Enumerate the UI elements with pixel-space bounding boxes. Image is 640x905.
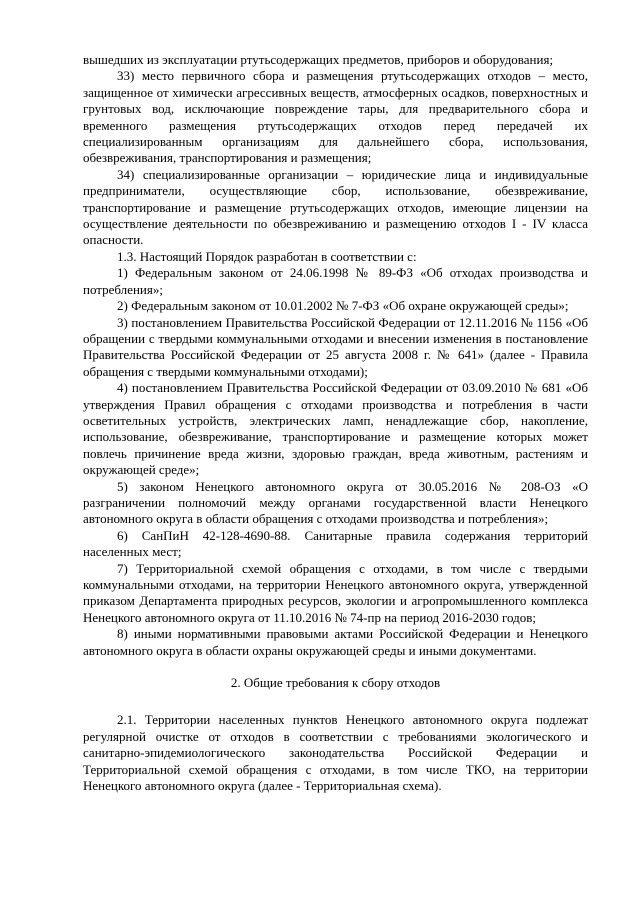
paragraph-item-33: 33) место первичного сбора и размещения ртутьсодержащих отходов – место, защищенное от химически агрессивных веществ, атмосферных осадков, поверхностных и грунтовых вод, исключающие повреждение тары, для предварительного сбора и временного размещения ртутьсодержащих отходов перед передачей их специализированным организациям для дальнейшего сбора, использования, обезвреживания, транспортирования и размещения; [83, 68, 588, 166]
spacer [83, 691, 588, 712]
paragraph-2-1: 2.1. Территории населенных пунктов Ненецкого автономного округа подлежат регулярной очистке от отходов в соответствии с требованиями экологического и санитарно-эпидемиологического законодательства Российской Федерации и Территориальной схемой обращения с отходами, в том числе ТКО, на территории Ненецкого автономного округа (далее - Территориальная схема). [83, 712, 588, 794]
document-page [83, 52, 588, 794]
paragraph-law-5: 5) законом Ненецкого автономного округа от 30.05.2016 № 208-ОЗ «О разграничении полномочий между органами государственной власти Ненецкого автономного округа в области обращения с отходами производства и потребления»; [83, 478, 588, 527]
paragraph-law-7: 7) Территориальной схемой обращения с отходами, в том числе с твердыми коммунальными отходами, на территории Ненецкого автономного округа, утвержденной приказом Департамента природных ресурсов, экологии и агропромышленного комплекса Ненецкого автономного округа от 11.10.2016 № 74-пр на период 2016-2030 годов; [83, 560, 588, 625]
paragraph-law-6: 6) СанПиН 42-128-4690-88. Санитарные правила содержания территорий населенных мест; [83, 527, 588, 560]
paragraph-law-8: 8) иными нормативными правовыми актами Российской Федерации и Ненецкого автономного округа в области охраны окружающей среды и иными документами. [83, 626, 588, 658]
paragraph-law-1: 1) Федеральным законом от 24.06.1998 № 89-ФЗ «Об отходах производства и потребления»; [83, 265, 588, 297]
paragraph-continuation: вышедших из эксплуатации ртутьсодержащих предметов, приборов и оборудования; [83, 52, 554, 67]
paragraph-item-34: 34) специализированные организации – юридические лица и индивидуальные предприниматели, осуществляющие сбор, использование, обезвреживание, транспортирование и размещение ртутьсодержащих отходов, имеющие лицензии на осуществление деятельности по обезвреживанию и размещению отходов I - IV класса опасности. [83, 166, 588, 248]
paragraph-1-3: 1.3. Настоящий Порядок разработан в соответствии с: [117, 248, 417, 264]
section-heading: 2. Общие требования к сбору отходов [230, 675, 441, 691]
paragraph-law-3: 3) постановлением Правительства Российской Федерации от 12.11.2016 № 1156 «Об обращении с твердыми коммунальными отходами и внесении изменения в постановление Правительства Российской Федерации от 25 августа 2008 г. № 641» (далее - Правила обращения с твердыми коммунальными отходами); [83, 314, 588, 379]
paragraph-law-2: 2) Федеральным законом от 10.01.2002 № 7-ФЗ «Об охране окружающей среды»; [117, 298, 569, 314]
spacer [83, 659, 588, 675]
paragraph-law-4: 4) постановлением Правительства Российской Федерации от 03.09.2010 № 681 «Об утверждения Правил обращения с отходами производства и потребления в части осветительных устройств, электрических ламп, ненадлежащие сбор, накопление, использование, обезвреживание, транспортирование и размещение которых может повлечь причинение вреда жизни, здоровью граждан, вреда животным, растениям и окружающей среде»; [83, 380, 588, 478]
